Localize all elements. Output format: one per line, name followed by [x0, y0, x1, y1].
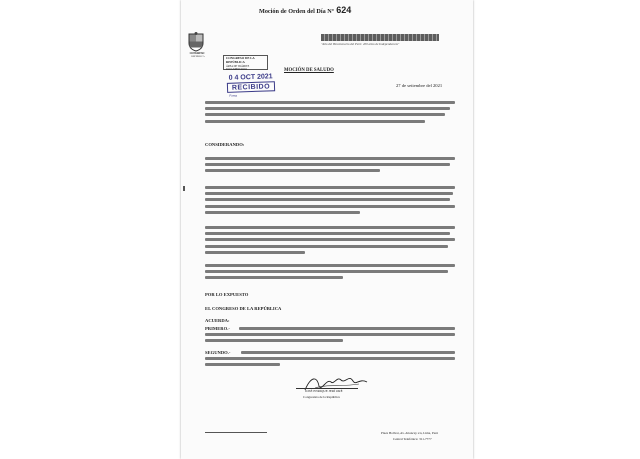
received-status: RECIBIDO — [227, 81, 275, 93]
header-title: Moción de Orden del Día Nº — [259, 8, 334, 15]
footer-phone: Central Telefónica: 311-7777 — [393, 437, 432, 441]
segundo-label: SEGUNDO.- — [205, 350, 231, 355]
congress-logo-icon — [187, 32, 205, 52]
logo-sublabel: REPÚBLICA — [191, 55, 205, 58]
acuerda-heading: ACUERDA: — [205, 318, 230, 323]
logo-label: CONGRESO — [189, 52, 205, 55]
considerando-heading: CONSIDERANDO: — [205, 142, 245, 147]
motion-number: 624 — [336, 5, 352, 15]
margin-mark — [183, 186, 185, 191]
primero-paragraph — [205, 333, 455, 345]
stamp-line-2: ÁREA DE TRÁMITE DOCUMENTARIO — [226, 64, 250, 71]
received-signature-label: Firma — [229, 93, 238, 98]
congreso-heading: EL CONGRESO DE LA REPÚBLICA — [205, 306, 282, 311]
document-header — [259, 5, 351, 15]
por-lo-expuesto-heading: POR LO EXPUESTO — [205, 292, 249, 297]
document-date: 27 de setiembre del 2021 — [396, 83, 443, 88]
primero-label: PRIMERO.- — [205, 326, 230, 331]
document-subject: MOCIÓN DE SALUDO — [284, 68, 334, 73]
intro-paragraph — [205, 101, 455, 126]
segundo-paragraph — [205, 357, 455, 369]
document-page — [181, 0, 473, 459]
considerando-paragraph-4 — [205, 264, 455, 283]
signer-role: Congresista de la República — [303, 395, 340, 399]
received-stamp — [225, 73, 280, 101]
received-date: 0 4 OCT 2021 — [228, 73, 273, 82]
considerando-paragraph-3 — [205, 226, 455, 257]
footer-rule — [205, 432, 267, 433]
considerando-paragraph-2 — [205, 186, 455, 217]
bicentennial-subtitle: "Año del Bicentenario del Perú: 200 años de Independencia" — [321, 42, 400, 46]
stamp-line-1: CONGRESO DE LA REPÚBLICA — [226, 56, 255, 64]
considerando-paragraph-1 — [205, 157, 455, 176]
bicentennial-banner — [321, 34, 439, 41]
signer-name: JOSÉ ENRIQUE JERÍ ORÉ — [305, 389, 343, 393]
reception-stamp-box — [223, 55, 268, 70]
footer-address: Plaza Bolívar, Av. Abancay s/n, Lima, Perú — [381, 431, 438, 435]
